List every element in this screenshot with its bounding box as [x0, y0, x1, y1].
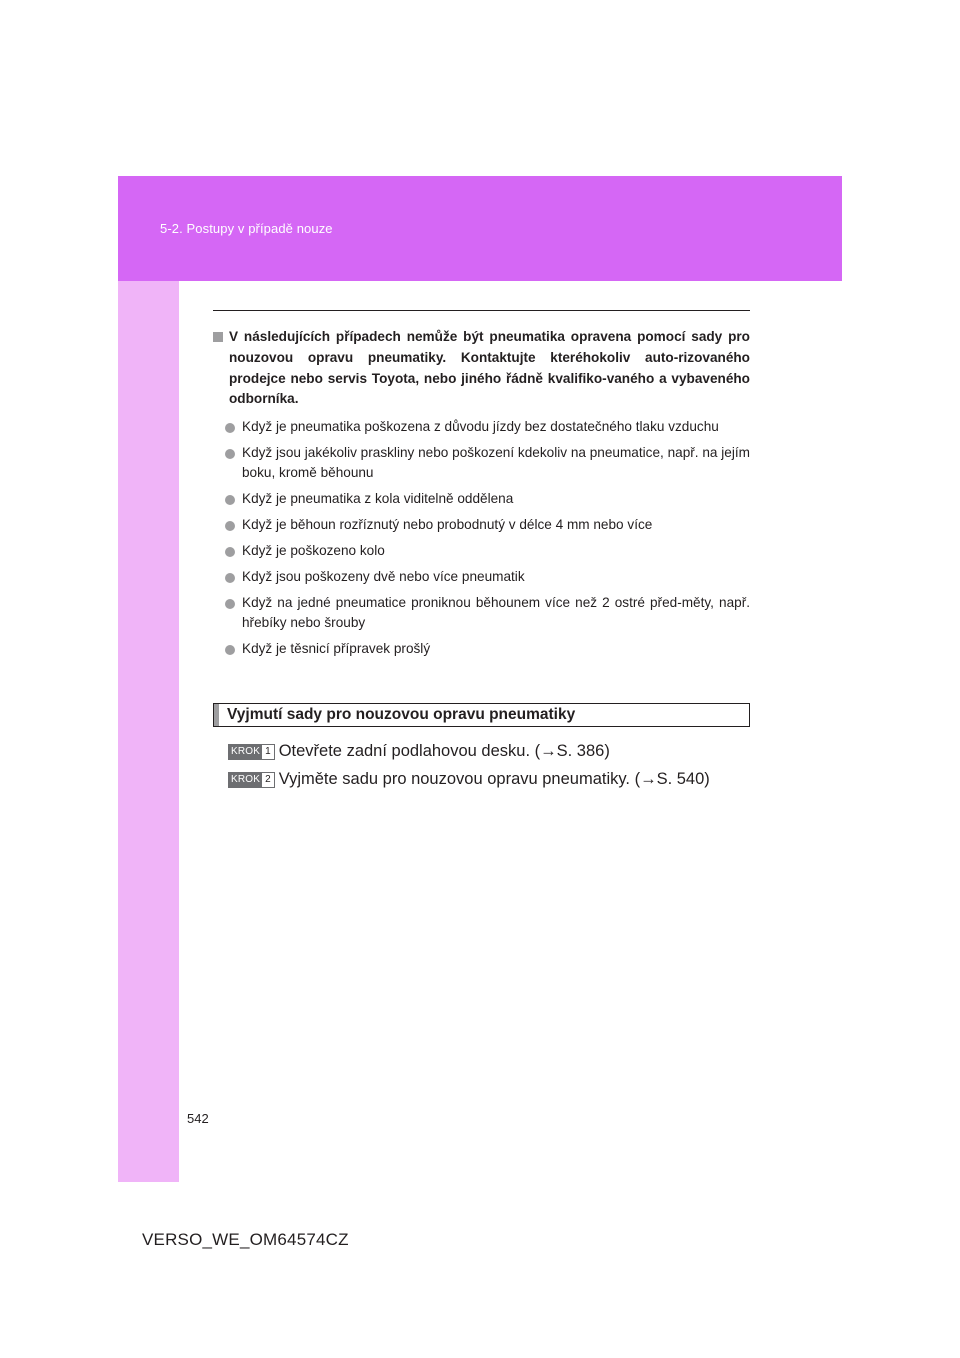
list-item: Když je běhoun rozříznutý nebo probodnutý v délce 4 mm nebo více — [213, 515, 750, 535]
intro-paragraph — [213, 327, 750, 410]
main-content — [213, 327, 750, 665]
circle-bullet-icon — [225, 495, 235, 505]
circle-bullet-icon — [225, 521, 235, 531]
step-badge: KROK 1 — [228, 744, 275, 760]
square-bullet-icon — [213, 332, 223, 342]
step-1 — [228, 742, 610, 761]
condition-list — [213, 417, 750, 659]
circle-bullet-icon — [225, 573, 235, 583]
intro-text: V následujících případech nemůže být pneumatika opravena pomocí sady pro nouzovou opravu pneumatiky. Kontaktujte kteréhokoliv auto-rizovaného prodejce nebo servis Toyota, nebo jiného řádně kvalifiko-vaného a vybaveného odborníka. — [229, 329, 750, 407]
step-text: Vyjměte sadu pro nouzovou opravu pneumatiky. (→S. 540) — [278, 770, 710, 788]
list-item: Když na jedné pneumatice proniknou běhounem více než 2 ostré před-měty, např. hřebíky nebo šrouby — [213, 593, 750, 633]
page-number: 542 — [187, 1111, 209, 1126]
step-2 — [228, 770, 710, 789]
sidebar-band — [118, 176, 179, 1182]
list-item: Když jsou poškozeny dvě nebo více pneumatik — [213, 567, 750, 587]
section-title: Vyjmutí sady pro nouzovou opravu pneumatiky — [227, 706, 576, 723]
circle-bullet-icon — [225, 599, 235, 609]
section-heading — [213, 703, 750, 727]
section-breadcrumb: 5-2. Postupy v případě nouze — [160, 221, 333, 236]
circle-bullet-icon — [225, 423, 235, 433]
list-item: Když je těsnicí přípravek prošlý — [213, 639, 750, 659]
list-item: Když jsou jakékoliv praskliny nebo poškození kdekoliv na pneumatice, např. na jejím boku, kromě běhounu — [213, 443, 750, 483]
document-code: VERSO_WE_OM64574CZ — [142, 1230, 349, 1249]
circle-bullet-icon — [225, 645, 235, 655]
list-item: Když je pneumatika poškozena z důvodu jízdy bez dostatečného tlaku vzduchu — [213, 417, 750, 437]
list-item: Když je pneumatika z kola viditelně oddělena — [213, 489, 750, 509]
circle-bullet-icon — [225, 449, 235, 459]
heading-bar — [214, 704, 219, 726]
page-header — [118, 176, 842, 281]
divider — [213, 310, 750, 311]
step-badge: KROK 2 — [228, 772, 275, 788]
step-text: Otevřete zadní podlahovou desku. (→S. 386) — [278, 742, 610, 760]
circle-bullet-icon — [225, 547, 235, 557]
list-item: Když je poškozeno kolo — [213, 541, 750, 561]
